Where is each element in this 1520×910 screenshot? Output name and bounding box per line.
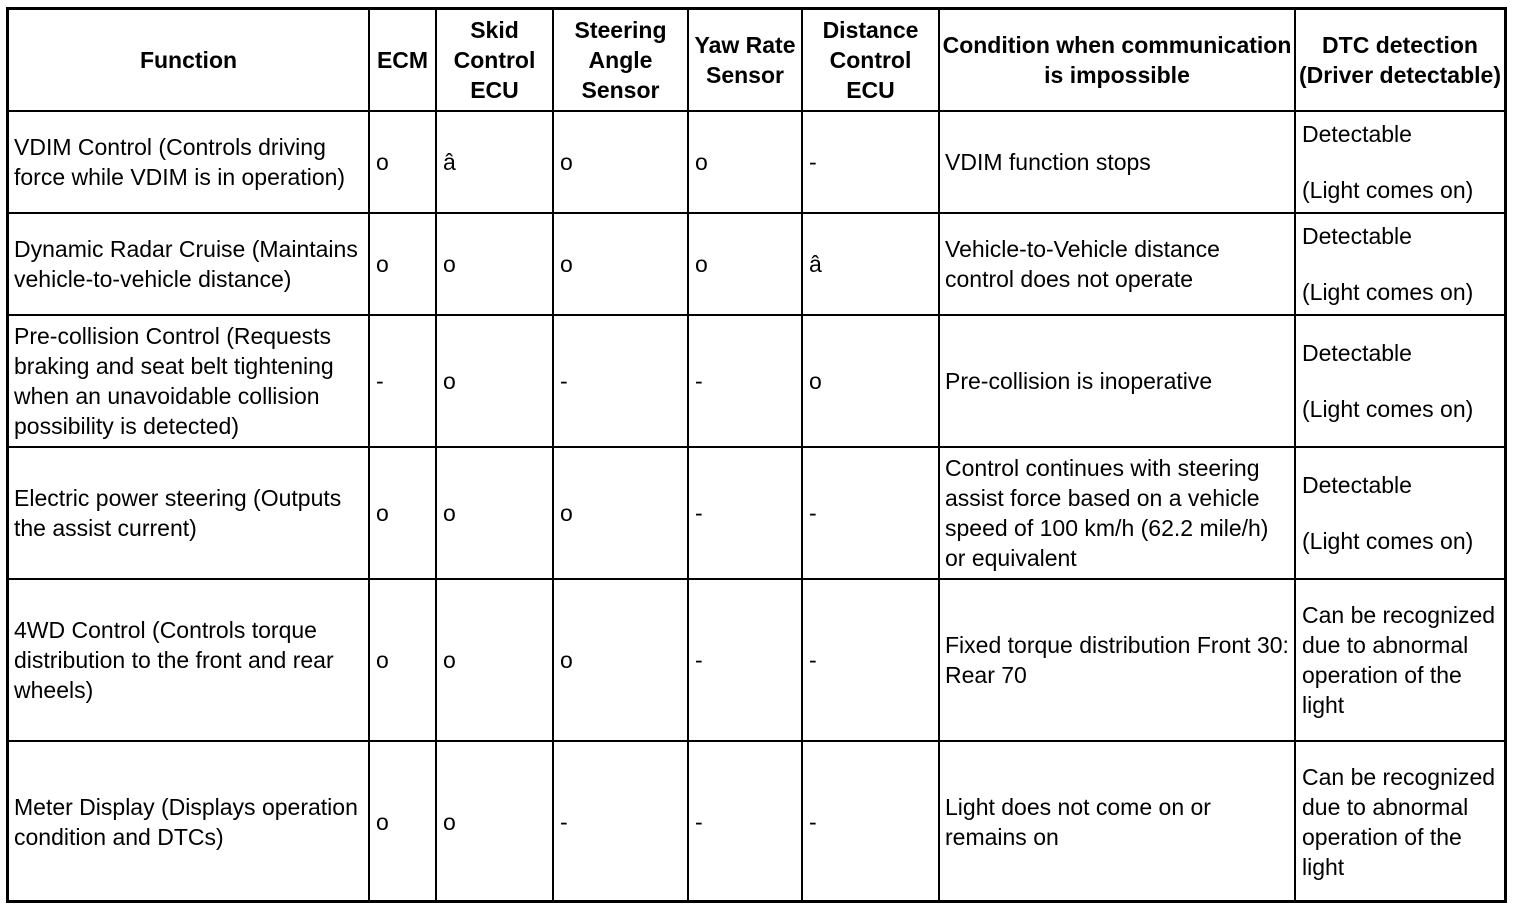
ecm-cell: o [369, 741, 436, 902]
distance-cell: - [802, 579, 939, 741]
steering-cell: o [553, 579, 688, 741]
dtc-light-text: (Light comes on) [1302, 396, 1474, 422]
yaw-cell: - [688, 315, 802, 447]
yaw-cell: - [688, 741, 802, 902]
dtc-detectable-text: Detectable [1302, 223, 1412, 249]
distance-cell: - [802, 111, 939, 213]
function-cell: VDIM Control (Controls driving force while VDIM is in operation) [9, 111, 369, 213]
dtc-light-text: (Light comes on) [1302, 528, 1474, 554]
dtc-light-text: (Light comes on) [1302, 279, 1474, 305]
function-cell: Electric power steering (Outputs the assist current) [9, 447, 369, 579]
function-communication-table [9, 10, 1504, 902]
table-row [9, 315, 1504, 447]
dtc-recognized-text: Can be recognized due to abnormal operation of the light [1302, 602, 1496, 718]
function-table-frame [6, 7, 1507, 903]
table-row [9, 213, 1504, 315]
skid-cell: â [436, 111, 553, 213]
dtc-cell [1295, 111, 1504, 213]
table-row [9, 111, 1504, 213]
ecm-cell: o [369, 111, 436, 213]
table-row [9, 447, 1504, 579]
dtc-recognized-text: Can be recognized due to abnormal operation of the light [1302, 764, 1496, 880]
distance-cell: o [802, 315, 939, 447]
function-cell: 4WD Control (Controls torque distribution to the front and rear wheels) [9, 579, 369, 741]
condition-cell: Control continues with steering assist force based on a vehicle speed of 100 km/h (62.2 mile/h) or equivalent [939, 447, 1295, 579]
table-header-row [9, 10, 1504, 111]
condition-cell: VDIM function stops [939, 111, 1295, 213]
ecm-cell: o [369, 447, 436, 579]
dtc-light-text: (Light comes on) [1302, 177, 1474, 203]
table-row [9, 741, 1504, 902]
steering-cell: o [553, 213, 688, 315]
table-row [9, 579, 1504, 741]
skid-cell: o [436, 315, 553, 447]
header-skid-control-ecu: Skid Control ECU [436, 10, 553, 111]
condition-cell: Fixed torque distribution Front 30: Rear 70 [939, 579, 1295, 741]
header-distance-control-ecu: Distance Control ECU [802, 10, 939, 111]
header-steering-angle-sensor: Steering Angle Sensor [553, 10, 688, 111]
yaw-cell: o [688, 213, 802, 315]
steering-cell: - [553, 315, 688, 447]
dtc-cell [1295, 579, 1504, 741]
function-cell: Pre-collision Control (Requests braking and seat belt tightening when an unavoidable collision possibility is detected) [9, 315, 369, 447]
condition-cell: Vehicle-to-Vehicle distance control does not operate [939, 213, 1295, 315]
skid-cell: o [436, 741, 553, 902]
steering-cell: - [553, 741, 688, 902]
dtc-cell [1295, 315, 1504, 447]
dtc-detectable-text: Detectable [1302, 121, 1412, 147]
header-condition: Condition when communication is impossible [939, 10, 1295, 111]
dtc-detectable-text: Detectable [1302, 340, 1412, 366]
yaw-cell: - [688, 579, 802, 741]
dtc-detectable-text: Detectable [1302, 472, 1412, 498]
distance-cell: â [802, 213, 939, 315]
header-ecm: ECM [369, 10, 436, 111]
header-function: Function [9, 10, 369, 111]
skid-cell: o [436, 447, 553, 579]
dtc-cell [1295, 447, 1504, 579]
ecm-cell: o [369, 579, 436, 741]
function-cell: Meter Display (Displays operation condition and DTCs) [9, 741, 369, 902]
yaw-cell: - [688, 447, 802, 579]
dtc-cell [1295, 213, 1504, 315]
function-cell: Dynamic Radar Cruise (Maintains vehicle-to-vehicle distance) [9, 213, 369, 315]
header-dtc-detection: DTC detection (Driver detectable) [1295, 10, 1504, 111]
ecm-cell: - [369, 315, 436, 447]
dtc-cell [1295, 741, 1504, 902]
skid-cell: o [436, 213, 553, 315]
condition-cell: Light does not come on or remains on [939, 741, 1295, 902]
yaw-cell: o [688, 111, 802, 213]
steering-cell: o [553, 447, 688, 579]
condition-cell: Pre-collision is inoperative [939, 315, 1295, 447]
ecm-cell: o [369, 213, 436, 315]
distance-cell: - [802, 447, 939, 579]
skid-cell: o [436, 579, 553, 741]
distance-cell: - [802, 741, 939, 902]
header-yaw-rate-sensor: Yaw Rate Sensor [688, 10, 802, 111]
steering-cell: o [553, 111, 688, 213]
